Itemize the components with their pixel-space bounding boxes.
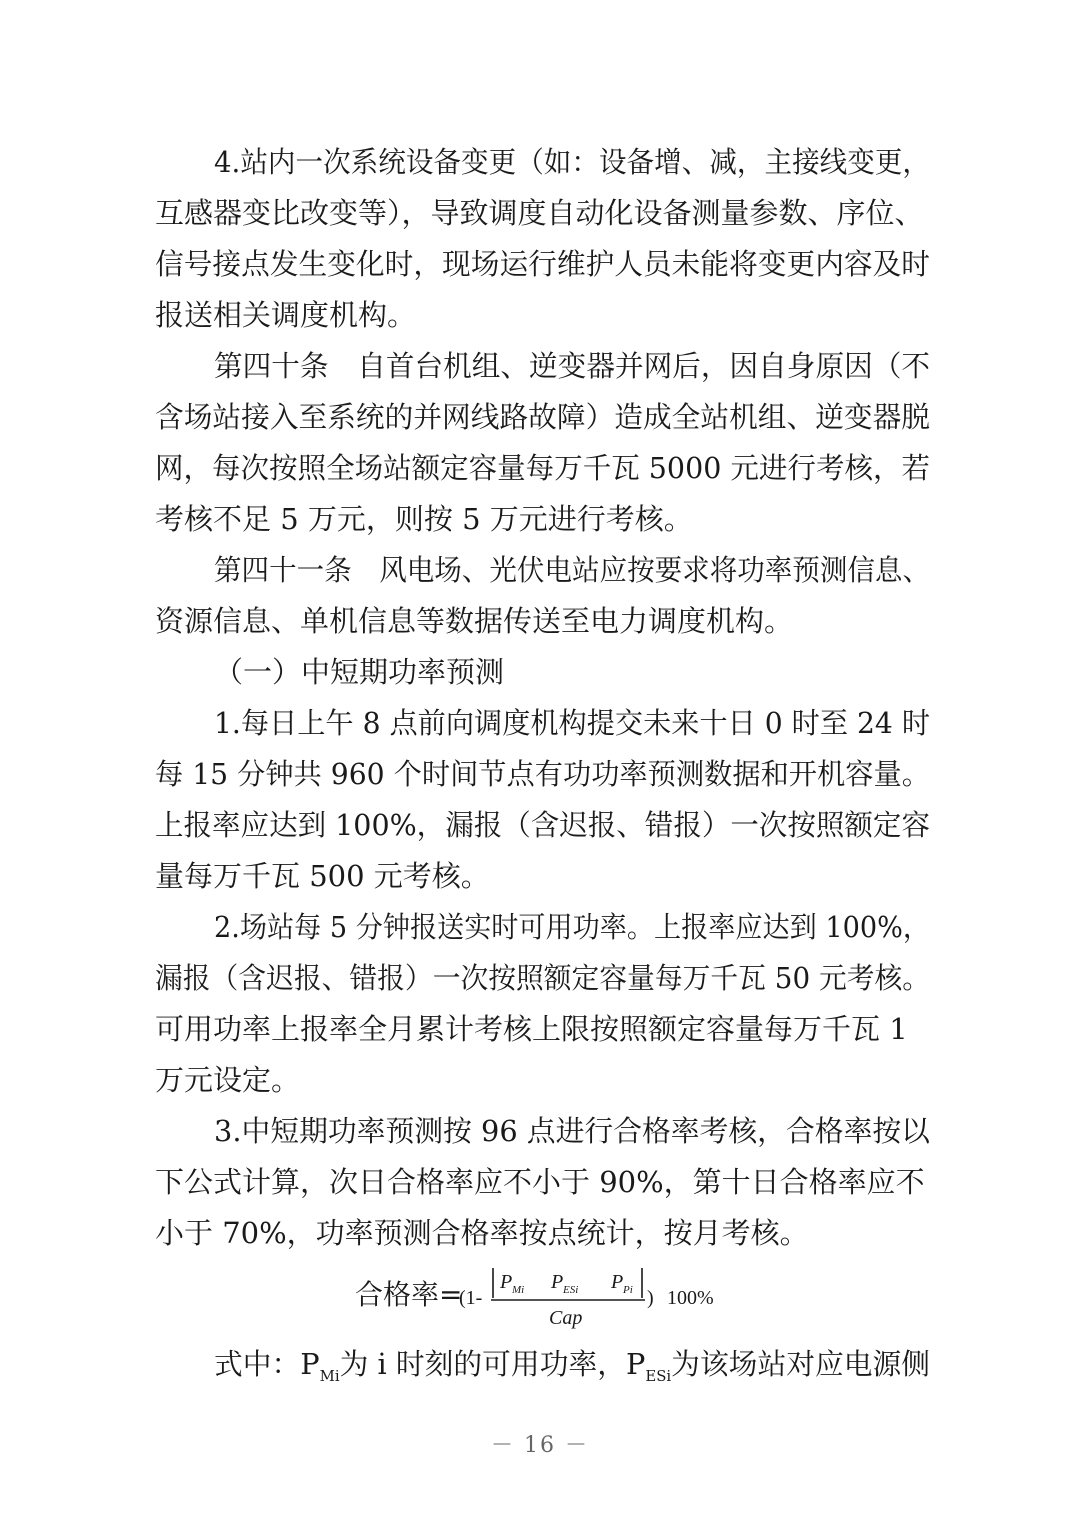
formula-pes-sub: ESi xyxy=(563,1284,579,1296)
text-line: 考核不足 5 万元，则按 5 万元进行考核。 xyxy=(155,502,693,536)
text-line: 可用功率上报率全月累计考核上限按照额定容量每万千瓦 1 xyxy=(155,1012,908,1046)
qualification-rate-formula xyxy=(355,1262,775,1332)
formula-explanation-line: 式中：$P_{Mi}$为 i 时刻的可用功率，$P_{ESi}$为该场站对应电源侧 xyxy=(214,1347,931,1385)
text-line: 万元设定。 xyxy=(155,1063,301,1097)
formula-pm: P xyxy=(500,1271,513,1293)
text-line: 上报率应达到 100%，漏报（含迟报、错报）一次按照额定容 xyxy=(155,808,930,842)
formula-pp: P xyxy=(611,1271,624,1293)
text-line: 漏报（含迟报、错报）一次按照额定容量每万千瓦 50 元考核。 xyxy=(155,961,931,995)
text-line: 3.中短期功率预测按 96 点进行合格率考核，合格率按以 xyxy=(214,1114,930,1148)
formula-pes: P xyxy=(551,1271,564,1293)
text-line: 含场站接入至系统的并网线路故障）造成全站机组、逆变器脱 xyxy=(155,400,931,434)
page-number: － 16 － xyxy=(491,1433,589,1458)
formula-denominator: Cap xyxy=(549,1307,583,1329)
formula-close: ) xyxy=(647,1287,654,1309)
formula-open: (1- xyxy=(459,1287,483,1309)
formula-factor: 100% xyxy=(667,1287,714,1309)
text-line: 信号接点发生变化时，现场运行维护人员未能将变更内容及时 xyxy=(155,247,931,281)
formula-pm-sub: Mi xyxy=(512,1284,525,1296)
text-line: 第四十一条 风电场、光伏电站应按要求将功率预测信息、 xyxy=(214,553,931,587)
text-line: 4.站内一次系统设备变更（如：设备增、减，主接线变更， xyxy=(214,145,931,179)
text-line: 2.场站每 5 分钟报送实时可用功率。上报率应达到 100%， xyxy=(214,910,930,944)
text-line: 下公式计算，次日合格率应不小于 90%，第十日合格率应不 xyxy=(155,1165,925,1199)
text-line: 1.每日上午 8 点前向调度机构提交未来十日 0 时至 24 时 xyxy=(214,706,931,740)
text-line: 报送相关调度机构。 xyxy=(155,298,417,332)
text-line: 每 15 分钟共 960 个时间节点有功功率预测数据和开机容量。 xyxy=(155,757,930,791)
text-line: 第四十条 自首台机组、逆变器并网后，因自身原因（不 xyxy=(214,349,931,383)
formula-lhs: 合格率= xyxy=(355,1278,463,1311)
section-heading: （一）中短期功率预测 xyxy=(214,655,505,689)
text-line: 资源信息、单机信息等数据传送至电力调度机构。 xyxy=(155,604,794,638)
text-line: 小于 70%，功率预测合格率按点统计，按月考核。 xyxy=(155,1216,809,1250)
text-line: 量每万千瓦 500 元考核。 xyxy=(155,859,490,893)
text-line: 网，每次按照全场站额定容量每万千瓦 5000 元进行考核，若 xyxy=(155,451,931,485)
text-line: 互感器变比改变等），导致调度自动化设备测量参数、序位、 xyxy=(155,196,924,230)
formula-pp-sub: Pi xyxy=(623,1284,633,1296)
